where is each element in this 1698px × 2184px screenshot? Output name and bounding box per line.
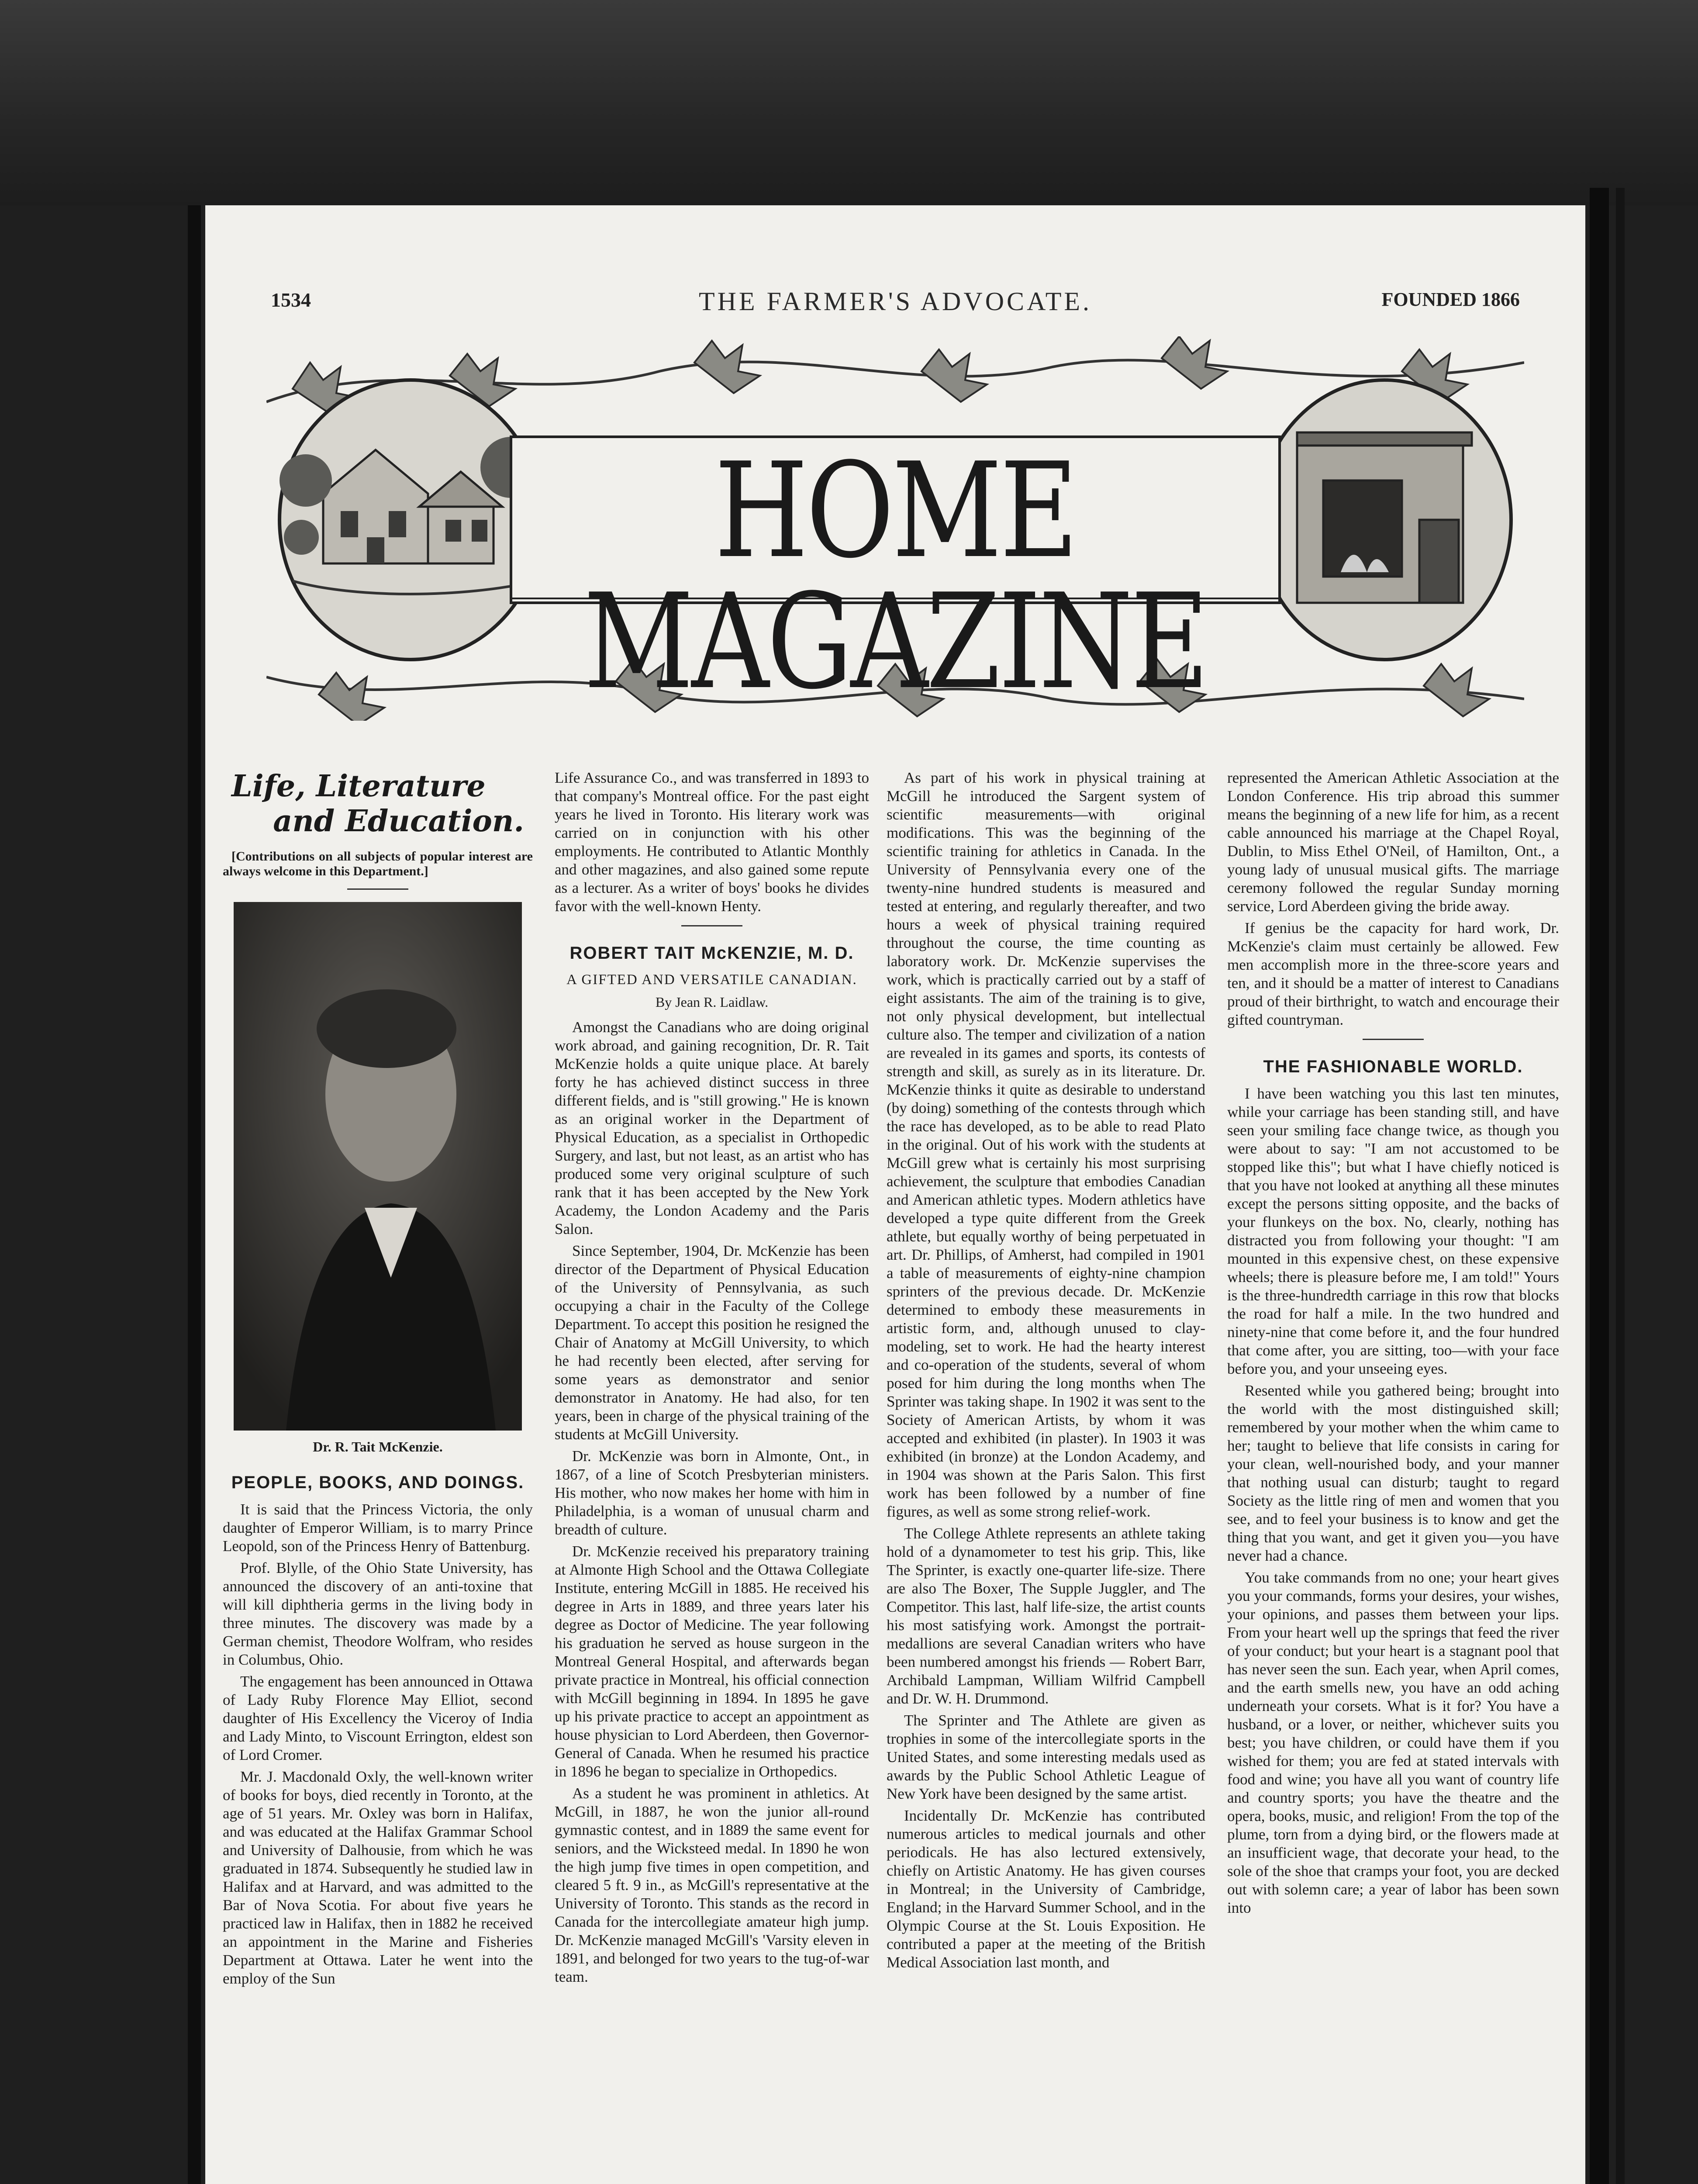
scanner-background-top (0, 0, 1698, 205)
founded-year: FOUNDED 1866 (1381, 289, 1520, 310)
department-note: [Contributions on all subjects of popular interest are always welcome in this Department.] (223, 849, 533, 878)
article-title: ROBERT TAIT McKENZIE, M. D. (569, 943, 854, 963)
article-byline: By Jean R. Laidlaw. (655, 994, 769, 1010)
article-subtitle: A GIFTED AND VERSATILE CANADIAN. (566, 972, 857, 988)
section-heading-fashionable-world: THE FASHIONABLE WORLD. (1263, 1057, 1523, 1076)
paragraph: Dr. McKenzie was born in Almonte, Ont., in 1867, of a line of Scotch Presbyterian ministers. His mother, who now makes her home with him in Philadelphia, is a woman of unusual charm and breadth of culture. (555, 1448, 869, 1538)
divider (347, 888, 408, 890)
scanner-edge-right (1590, 188, 1609, 2184)
paragraph: represented the American Athletic Association at the London Conference. His trip abroad this summer means the beginning of a new life for him, as a recent cable announced his marriage at the Chapel Royal, Dublin, to Miss Ethel O'Neil, of Hamilton, Ont., a young lady of unusual musical gifts. The marriage ceremony followed the regular Sunday morning service, Lord Aberdeen giving the bride away. (1227, 769, 1559, 915)
scanner-edge-right-inner (1616, 188, 1625, 2184)
divider (681, 925, 742, 926)
paragraph: Since September, 1904, Dr. McKenzie has been director of the Department of Physical Education of the University of Pennsylvania, as such occupying a chair in the Faculty of the College Department. To accept this position he resigned the Chair of Anatomy at McGill University, to which he had recently been elected, after serving for some years as demonstrator and senior demonstrator in Anatomy. He had also, for ten years, been in charge of the physical training of the students at McGill University. (555, 1242, 869, 1443)
column-3 (887, 769, 1205, 1975)
paragraph: If genius be the capacity for hard work, Dr. McKenzie's claim must certainly be allowed. Few men accomplish more in the three-score years and ten, and it should be a matter of interest to Canadians proud of their birthright, to watch and encourage their gifted countryman. (1227, 919, 1559, 1028)
department-title-line-1: Life, Literature (231, 769, 486, 804)
section-heading-people-books: PEOPLE, BOOKS, AND DOINGS. (231, 1473, 525, 1492)
divider (1363, 1039, 1424, 1040)
paragraph: Incidentally Dr. McKenzie has contributed numerous articles to medical journals and other periodicals. He has also lectured extensively, chiefly on Artistic Anatomy. He has given courses in Montreal; in the University of Cambridge, England; in the Harvard Summer School, and in the Olympic Course at the St. Louis Exposition. He contributed a paper at the meeting of the British Medical Association last month, and (887, 1807, 1205, 1971)
paragraph: The College Athlete represents an athlete taking hold of a dynamometer to test his grip. This, like The Sprinter, is exactly one-quarter life-size. There are also The Boxer, The Supple Juggler, and The Competitor. This last, half life-size, the artist counts his most satisfying work. Amongst the portrait-medallions are several Canadian writers who have been numbered amongst his friends — Robert Barr, Archibald Lampman, William Wilfrid Campbell and Dr. W. H. Drummond. (887, 1525, 1205, 1707)
paragraph: You take commands from no one; your heart gives you your commands, forms your desires, your wishes, your opinions, and passes them between your lips. From your heart well up the springs that feed the river of your conduct; but your heart is a stagnant pool that has never seen the sun. Each year, when April comes, and the earth smells new, you have an odd aching underneath your corsets. What is it for? You have a husband, or a lover, or neither, whichever suits you best; you have children, or could have them if you wished for them; you are fed at stated intervals with food and wine; you have all you want of country life and country sports; you have the theatre and the opera, books, music, and religion! From the top of the plume, torn from a dying bird, or the flowers made at an insufficient wage, that decorate your head, to the sole of the shoe that cramps your foot, you are decked out with solemn care; a year of labor has been sown into (1227, 1569, 1559, 1916)
banner-title: HOME MAGAZINE (583, 435, 1207, 718)
paragraph: Amongst the Canadians who are doing original work abroad, and gaining recognition, Dr. R. Tait McKenzie holds a quite unique place. At barely forty he has achieved distinct success in three different fields, and is "still growing." He is known as an original worker in the Department of Physical Education, as a specialist in Orthopedic Surgery, and last, but not least, as an artist who has produced some very original sculpture of such rank that it has been accepted by the New York Academy, the London Academy and the Paris Salon. (555, 1019, 869, 1237)
photo-caption: Dr. R. Tait McKenzie. (313, 1439, 443, 1455)
newspaper-page (205, 205, 1585, 2184)
paragraph: As a student he was prominent in athletics. At McGill, in 1887, he won the junior all-round gymnastic contest, and in 1889 the same event for seniors, and the Wicksteed medal. In 1890 he won the high jump five times in open competition, and cleared 5 ft. 9 in., as McGill's representative at the University of Toronto. This stands as the record in Canada for the intercollegiate amateur high jump. Dr. McKenzie managed McGill's 'Varsity eleven in 1891, and belonged for two years to the tug-of-war team. (555, 1785, 869, 1985)
column-4 (1227, 769, 1559, 1921)
page-number: 1534 (271, 289, 311, 311)
paragraph: Prof. Blylle, of the Ohio State University, has announced the discovery of an anti-toxine that will kill diphtheria germs in the living body in three minutes. The discovery was made by a German chemist, Theodore Wolfram, who resides in Columbus, Ohio. (223, 1559, 533, 1668)
paragraph: As part of his work in physical training at McGill he introduced the Sargent system of scientific measurements—with original modifications. This was the beginning of the scientific training for athletics in Canada. In the University of Pennsylvania every one of the twenty-nine hundred students is measured and tested at entering, and regularly thereafter, and two hours a week of physical training required throughout the course, the time counting as laboratory work. Dr. McKenzie supervises the work, which is practically carried out by a staff of eight assistants. The aim of the training is to give, not only physical development, but intellectual culture also. The temper and civilization of a nation are revealed in its games and sports, its contests of strength and skill, as surely as in its literature. Dr. McKenzie thinks it quite as desirable to understand (by doing) something of the contests through which the race has developed, as to be able to read Plato in the original. Out of his work with the students at McGill grew what is certainly his most surprising achievement, the sculpture that embodies Canadian and American athletic types. Modern athletics have developed a type quite different from the Greek athlete, but equally worthy of being perpetuated in art. Dr. Phillips, of Amherst, had compiled in 1901 a table of measurements of eighty-nine champion sprinters of the previous decade. Dr. McKenzie determined to embody these measurements in artistic form, and, although unused to clay-modeling, set to work. He had the hearty interest and co-operation of the students, several of whom posed for him during the long months when The Sprinter was taking shape. In 1902 it was sent to the Society of American Artists, by whom it was accepted and exhibited (in plaster). In 1903 it was exhibited (in bronze) at the London Academy, and in 1904 was shown at the Paris Salon. This first work has been followed by a number of fine figures, as well as some strong relief-work. (887, 769, 1206, 1520)
paragraph: I have been watching you this last ten minutes, while your carriage has been standing still, and have seen your smiling face change twice, as though you were about to say: "I am not accustomed to be stopped like this"; but what I have chiefly noticed is that you have not looked at anything all these minutes except the persons sitting opposite, and the backs of your flunkeys on the box. No, clearly, nothing has distracted you from following your thought: "I am mounted in this expensive chest, on these expensive wheels; there is pleasure before me, I am told!" Yours is the three-hundredth carriage in this row that blocks the road for half a mile. In the two hundred and ninety-nine that come before it, and the four hundred that come after, you are sitting, too—with your face before you, and your unseeing eyes. (1227, 1085, 1559, 1377)
department-title-line-2: and Education. (273, 804, 524, 839)
paragraph: The Sprinter and The Athlete are given as trophies in some of the intercollegiate sports in the United States, and some interesting medals used as awards by the Public School Athletic League of New York have been designed by the same artist. (887, 1712, 1205, 1802)
portrait-photo (234, 902, 522, 1431)
paragraph: Resented while you gathered being; brought into the world with the most distinguished skill; remembered by your mother when the whim came to her; taught to believe that life consists in caring for your clean, well-nourished body, and your manner that nothing usual can disturb; taught to regard Society as the little ring of men and women that you see, and to feel your business is to know and get the thing that you want, and get it given you—you have never had a chance. (1227, 1382, 1559, 1564)
paragraph: Mr. J. Macdonald Oxly, the well-known writer of books for boys, died recently in Toronto, at the age of 51 years. Mr. Oxley was born in Halifax, and was educated at the Halifax Grammar School and University of Dalhousie, from which he was graduated in 1874. Subsequently he studied law in Halifax and at Harvard, and was admitted to the Bar of Nova Scotia. For about five years he practiced law in Halifax, then in 1882 he received an appointment in the Marine and Fisheries Department at Ottawa. Later he went into the employ of the Sun (223, 1768, 533, 1987)
publication-title: THE FARMER'S ADVOCATE. (698, 287, 1092, 316)
paragraph: The engagement has been announced in Ottawa of Lady Ruby Florence May Elliot, second daughter of His Excellency the Viceroy of India and Lady Minto, to Viscount Errington, eldest son of Lord Cromer. (223, 1673, 533, 1763)
paragraph: Life Assurance Co., and was transferred in 1893 to that company's Montreal office. For the past eight years he lived in Toronto. His literary work was carried on in conjunction with his other employments. He contributed to Atlantic Monthly and other magazines, and also gained some repute as a lecturer. As a writer of boys' books he divides favor with the well-known Henty. (555, 769, 869, 915)
column-1 (223, 769, 533, 1991)
scanner-edge-left (188, 205, 201, 2184)
page-header (271, 288, 1520, 323)
paragraph: Dr. McKenzie received his preparatory training at Almonte High School and the Ottawa Collegiate Institute, entering McGill in 1885. He received his degree in Arts in 1889, and three years later his degree as Doctor of Medicine. The year following his graduation he served as house surgeon in the Montreal General Hospital, and afterwards began private practice in Montreal, his official connection with McGill beginning in 1894. In 1895 he gave up his private practice to accept an appointment as house physician to Lord Aberdeen, then Governor-General of Canada. When he resumed his practice in 1896 he began to specialize in Orthopedics. (555, 1543, 869, 1780)
home-magazine-banner (266, 336, 1524, 721)
column-2 (555, 769, 869, 1990)
paragraph: It is said that the Princess Victoria, the only daughter of Emperor William, is to marry Prince Leopold, son of the Princess Henry of Battenburg. (223, 1501, 533, 1555)
